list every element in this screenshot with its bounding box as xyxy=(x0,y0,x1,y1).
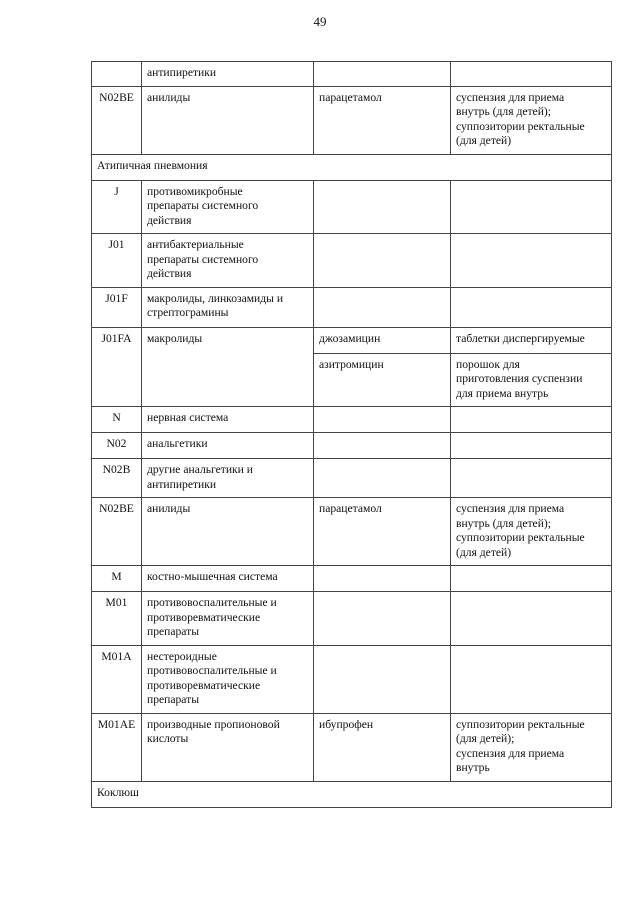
group-name-cell-text: противомикробные препараты системного действия xyxy=(147,184,259,227)
group-name-cell-text: анальгетики xyxy=(147,437,208,450)
group-name-cell-text: костно-мышечная система xyxy=(147,570,278,583)
drug-name-cell xyxy=(314,327,451,353)
dosage-form-cell xyxy=(451,62,612,87)
group-name-cell-text: макролиды, линкозамиды и стрептограмины xyxy=(147,291,284,319)
drug-name-cell xyxy=(314,287,451,327)
table-row xyxy=(92,645,612,713)
group-name-cell-text: макролиды xyxy=(147,331,203,345)
drug-name-cell xyxy=(314,353,451,407)
group-name-cell-text: антибактериальные препараты системного действия xyxy=(147,238,259,280)
atc-code-cell-text: N xyxy=(112,411,121,424)
group-name-cell xyxy=(142,713,314,781)
dosage-form-cell xyxy=(451,86,612,154)
atc-code-cell-text: M xyxy=(111,570,122,583)
group-name-cell-text: производные пропионовой кислоты xyxy=(147,717,280,745)
atc-code-cell-text: N02BE xyxy=(99,502,134,515)
atc-code-cell-text: M01AE xyxy=(97,717,136,731)
drug-name-cell xyxy=(314,86,451,154)
dosage-form-cell xyxy=(451,498,612,566)
group-name-cell xyxy=(142,407,314,433)
drug-name-cell-text: ибупрофен xyxy=(319,717,374,731)
section-title-text: Коклюш xyxy=(97,785,139,799)
atc-code-cell xyxy=(92,592,142,646)
drug-name-cell xyxy=(314,234,451,288)
dosage-form-cell-text: суспензия для приема внутрь (для детей); суппозитории ректальные (для детей) xyxy=(456,502,585,559)
group-name-cell xyxy=(142,234,314,288)
section-title xyxy=(92,781,612,807)
atc-code-cell xyxy=(92,180,142,234)
drug-name-cell xyxy=(314,62,451,87)
drug-name-cell xyxy=(314,407,451,433)
drug-name-cell-text: азитромицин xyxy=(319,357,384,371)
dosage-form-cell xyxy=(451,713,612,781)
page-number: 49 xyxy=(313,14,327,29)
group-name-cell xyxy=(142,86,314,154)
atc-code-cell-text: J01F xyxy=(105,291,128,305)
drug-name-cell xyxy=(314,592,451,646)
group-name-cell-text: другие анальгетики и антипиретики xyxy=(147,463,253,491)
group-name-cell-text: анилиды xyxy=(147,90,191,104)
group-name-cell xyxy=(142,566,314,592)
table-row xyxy=(92,287,612,327)
dosage-form-cell xyxy=(451,433,612,459)
atc-code-cell xyxy=(92,407,142,433)
atc-code-cell-text: M01 xyxy=(105,596,128,609)
atc-code-cell xyxy=(92,713,142,781)
group-name-cell-text: антипиретики xyxy=(147,66,217,79)
group-name-cell xyxy=(142,62,314,87)
atc-code-cell xyxy=(92,645,142,713)
drug-name-cell xyxy=(314,459,451,498)
drug-name-cell xyxy=(314,180,451,234)
drug-name-cell-text: джозамицин xyxy=(319,331,381,345)
group-name-cell-text: противовоспалительные и противоревматические препараты xyxy=(147,596,277,638)
table-row xyxy=(92,407,612,433)
group-name-cell xyxy=(142,498,314,566)
drug-name-cell xyxy=(314,713,451,781)
dosage-form-cell-text: таблетки диспергируемые xyxy=(456,331,585,345)
atc-code-cell xyxy=(92,234,142,288)
group-name-cell xyxy=(142,180,314,234)
atc-code-cell xyxy=(92,86,142,154)
group-name-cell xyxy=(142,592,314,646)
atc-code-cell xyxy=(92,459,142,498)
group-name-cell xyxy=(142,287,314,327)
dosage-form-cell xyxy=(451,180,612,234)
table-row xyxy=(92,180,612,234)
table-row xyxy=(92,62,612,87)
atc-code-cell-text: J xyxy=(114,184,119,198)
section-row xyxy=(92,781,612,807)
dosage-form-cell xyxy=(451,234,612,288)
atc-code-cell-text: N02B xyxy=(102,463,131,476)
drug-name-cell xyxy=(314,498,451,566)
dosage-form-cell-text: суспензия для приема внутрь (для детей); суппозитории ректальные (для детей) xyxy=(456,90,585,147)
drug-name-cell-text: парацетамол xyxy=(319,502,382,515)
dosage-form-cell xyxy=(451,592,612,646)
atc-code-cell xyxy=(92,566,142,592)
dosage-form-cell xyxy=(451,645,612,713)
atc-code-cell-text: M01A xyxy=(101,649,132,663)
section-title xyxy=(92,154,612,180)
section-title-text: Атипичная пневмония xyxy=(97,158,208,172)
group-name-cell xyxy=(142,645,314,713)
dosage-form-cell-text: суппозитории ректальные (для детей); суспензия для приема внутрь xyxy=(456,717,585,774)
table-body xyxy=(92,62,612,808)
drug-name-cell-text: парацетамол xyxy=(319,90,382,104)
dosage-form-cell-text: порошок для приготовления суспензии для приема внутрь xyxy=(456,357,583,400)
drug-name-cell xyxy=(314,433,451,459)
group-name-cell xyxy=(142,433,314,459)
drug-name-cell xyxy=(314,566,451,592)
table-row xyxy=(92,86,612,154)
table-row xyxy=(92,327,612,353)
group-name-cell-text: нервная система xyxy=(147,411,229,424)
table-row xyxy=(92,234,612,288)
group-name-cell-text: анилиды xyxy=(147,502,191,515)
group-name-cell xyxy=(142,327,314,407)
dosage-form-cell xyxy=(451,287,612,327)
dosage-form-cell xyxy=(451,327,612,353)
atc-code-cell xyxy=(92,62,142,87)
atc-code-cell xyxy=(92,327,142,407)
drug-table xyxy=(91,61,612,808)
atc-code-cell-text: N02 xyxy=(106,437,127,450)
atc-code-cell-text: J01FA xyxy=(101,331,132,345)
atc-code-cell-text: N02BE xyxy=(99,90,134,104)
table-row xyxy=(92,433,612,459)
atc-code-cell xyxy=(92,287,142,327)
table-row xyxy=(92,459,612,498)
dosage-form-cell xyxy=(451,353,612,407)
dosage-form-cell xyxy=(451,566,612,592)
dosage-form-cell xyxy=(451,459,612,498)
table-row xyxy=(92,713,612,781)
table-row xyxy=(92,498,612,566)
section-row xyxy=(92,154,612,180)
atc-code-cell-text: J01 xyxy=(108,238,125,251)
atc-code-cell xyxy=(92,433,142,459)
dosage-form-cell xyxy=(451,407,612,433)
table-row xyxy=(92,592,612,646)
group-name-cell xyxy=(142,459,314,498)
atc-code-cell xyxy=(92,498,142,566)
group-name-cell-text: нестероидные противовоспалительные и противоревматические препараты xyxy=(147,649,277,706)
table-row xyxy=(92,566,612,592)
drug-name-cell xyxy=(314,645,451,713)
